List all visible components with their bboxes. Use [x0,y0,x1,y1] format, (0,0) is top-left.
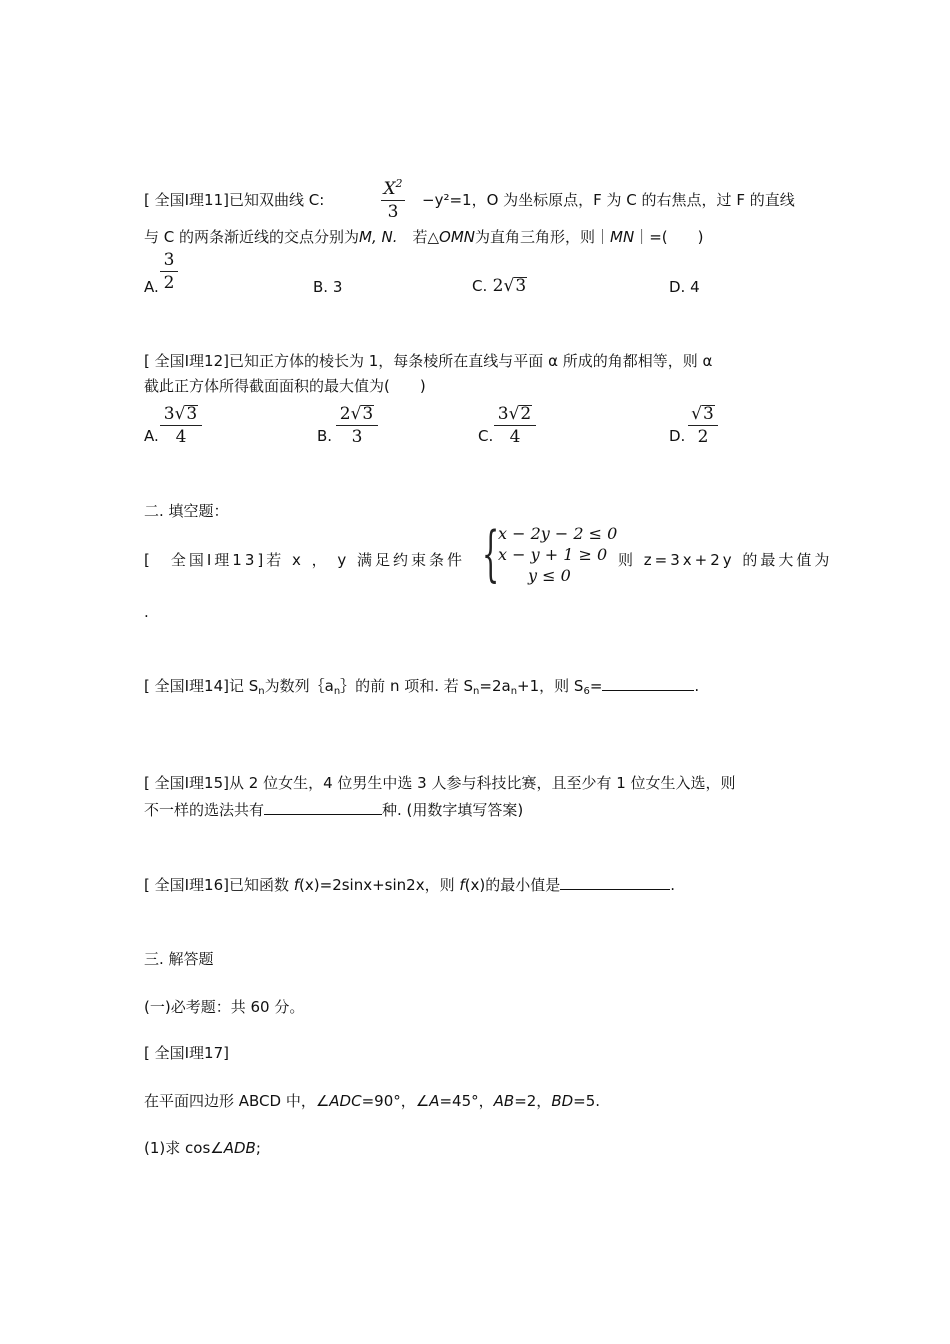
q12-option-c-fraction: 3√2 4 [494,404,536,447]
q15-line2: 不一样的选法共有 种. (用数字填写答案) [144,801,524,819]
q13-suffix: 则 z=3x+2y 的最大值为 [618,551,833,569]
q16-answer-blank[interactable] [560,874,670,890]
q11-line2: 与 C 的两条渐近线的交点分别为M, N. 若△OMN为直角三角形，则｜MN｜=( ) [144,228,704,246]
q11-option-c: C. 2√3 [472,276,527,296]
q13-constraint-system [498,523,617,586]
q12-line1: [ 全国Ⅰ理12]已知正方体的棱长为 1，每条棱所在直线与平面 α 所成的角都相等，则 α [144,352,713,370]
q12-option-b-label: B. [317,427,333,445]
q15-answer-blank[interactable] [264,799,382,815]
q11-option-a-label: A. [144,278,159,296]
q12-line2: 截此正方体所得截面面积的最大值为( ) [144,377,426,395]
q13-constraint-3: y ≤ 0 [528,566,571,585]
q12-option-d-fraction: √3 2 [688,404,718,447]
q16-line: [ 全国Ⅰ理16]已知函数 f(x)=2sinx+sin2x，则 f(x)的最小值是 . [144,876,676,894]
section-fill-in-heading: 二. 填空题： [144,502,229,520]
q17-label: [ 全国Ⅰ理17] [144,1044,229,1062]
section-answer-heading: 三. 解答题 [144,950,214,968]
q11-frac-denominator: 3 [387,202,399,222]
q11-option-a-fraction: 3 2 [160,250,178,293]
q12-option-a-fraction: 3√3 4 [160,404,202,447]
q14-answer-blank[interactable] [602,675,694,691]
q13-constraint-2: x − y + 1 ≥ 0 [498,545,608,564]
q11-frac-numerator: $X^2$ [383,177,403,199]
q11-option-b: B. 3 [313,278,343,296]
q11-line1-prefix: [ 全国Ⅰ理11]已知双曲线 C: [144,191,325,209]
q12-option-b-fraction: 2√3 3 [336,404,378,447]
q12-option-c-label: C. [478,427,494,445]
q11-line1-suffix: −y²=1，O 为坐标原点，F 为 C 的右焦点，过 F 的直线 [422,191,795,209]
q17-part1: (1)求 cos∠ADB; [144,1139,261,1157]
q15-line1: [ 全国Ⅰ理15]从 2 位女生，4 位男生中选 3 人参与科技比赛，且至少有 1 位女生入选，则 [144,774,736,792]
q11-fraction-x2-over-3 [381,174,405,222]
q13-constraint-1: x − 2y − 2 ≤ 0 [498,524,618,543]
q13-prefix: [ 全国Ⅰ理13]若 x ， y 满足约束条件 [144,551,466,569]
q11-option-d: D. 4 [669,278,700,296]
q14-line: [ 全国Ⅰ理14]记 $S_n$为数列$\{a_n\}$的前 n 项和. 若 $S_n=2a_n+1$，则 $S_6=$ . [144,677,700,697]
q12-option-d-label: D. [669,427,686,445]
q17-conditions: 在平面四边形 ABCD 中，∠ADC=90°，∠A=45°，AB=2，BD=5. [144,1092,601,1110]
required-questions-heading: (一)必考题：共 60 分。 [144,998,305,1016]
q12-option-a-label: A. [144,427,159,445]
q13-trailing-dot: . [144,603,149,621]
q13-brace: { [482,519,500,589]
